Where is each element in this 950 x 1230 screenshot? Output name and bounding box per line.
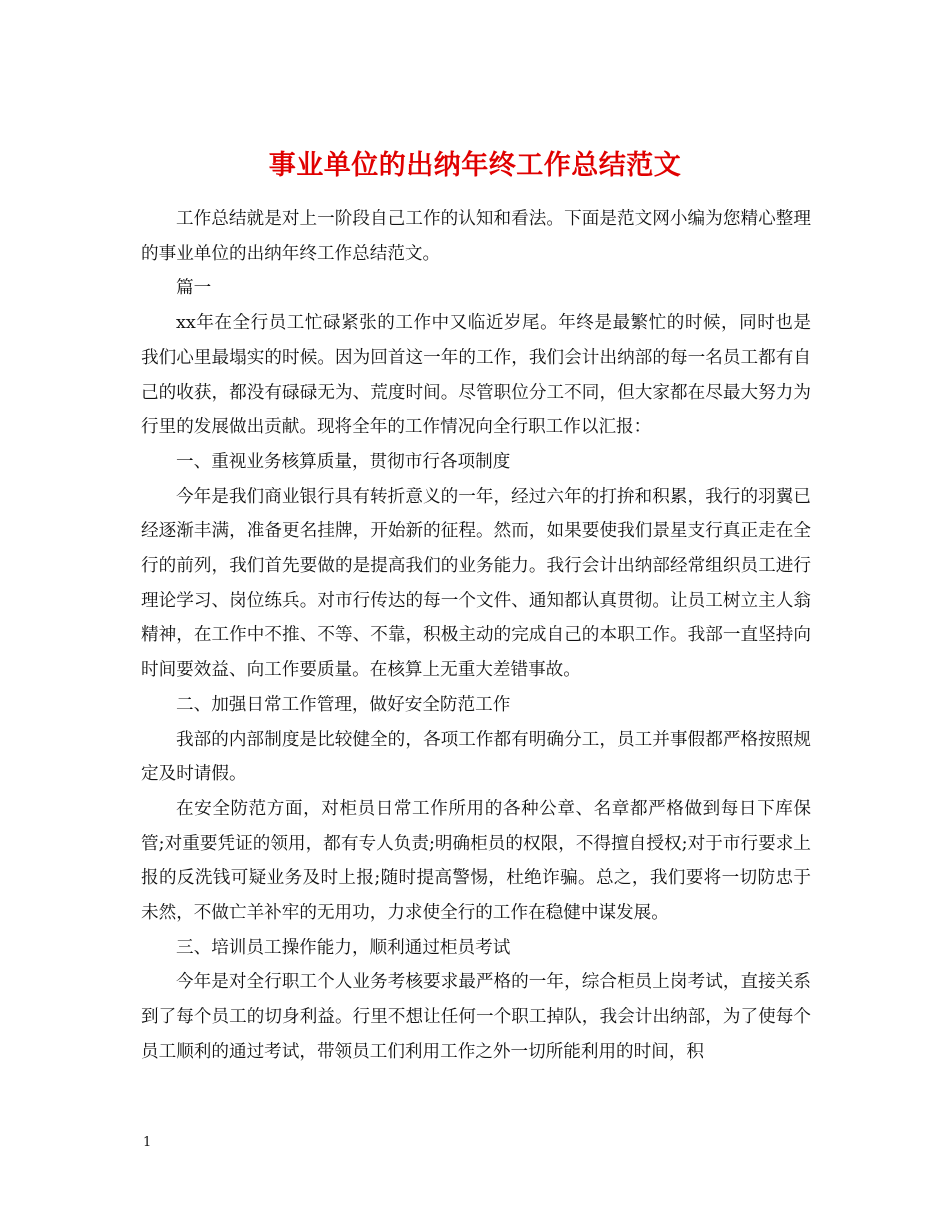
document-body [141, 202, 811, 1070]
intro-paragraph: 工作总结就是对上一阶段自己工作的认知和看法。下面是范文网小编为您精心整理的事业单位的出纳年终工作总结范文。 [141, 209, 811, 264]
section-heading: 三、培训员工操作能力，顺利通过柜员考试 [176, 937, 511, 958]
body-paragraph: 在安全防范方面，对柜员日常工作所用的各种公章、名章都严格做到每日下库保管;对重要凭证的领用，都有专人负责;明确柜员的权限，不得擅自授权;对于市行要求上报的反洗钱可疑业务及时上报;随时提高警惕，杜绝诈骗。总之，我们要将一切防忠于未然，不做亡羊补牢的无用功，力求使全行的工作在稳健中谋发展。 [141, 798, 811, 924]
page-number: 1 [143, 1135, 152, 1150]
section-heading: 一、重视业务核算质量，贯彻市行各项制度 [176, 451, 511, 472]
body-paragraph: 我部的内部制度是比较健全的，各项工作都有明确分工，员工并事假都严格按照规定及时请假。 [141, 729, 811, 785]
document-title: 事业单位的出纳年终工作总结范文 [268, 150, 682, 182]
section-heading: 二、加强日常工作管理，做好安全防范工作 [176, 694, 511, 715]
body-paragraph: 今年是我们商业银行具有转折意义的一年，经过六年的打拚和积累，我行的羽翼已经逐渐丰满，准备更名挂牌，开始新的征程。然而，如果要使我们景星支行真正走在全行的前列，我们首先要做的是提高我们的业务能力。我行会计出纳部经常组织员工进行理论学习、岗位练兵。对市行传达的每一个文件、通知都认真贯彻。让员工树立主人翁精神，在工作中不推、不等、不靠，积极主动的完成自己的本职工作。我部一直坚持向时间要效益、向工作要质量。在核算上无重大差错事故。 [141, 486, 811, 681]
body-paragraph: xx年在全行员工忙碌紧张的工作中又临近岁尾。年终是最繁忙的时候，同时也是我们心里最塌实的时候。因为回首这一年的工作，我们会计出纳部的每一名员工都有自己的收获，都没有碌碌无为、荒度时间。尽管职位分工不同，但大家都在尽最大努力为行里的发展做出贡献。现将全年的工作情况向全行职工作以汇报： [141, 313, 811, 438]
section-label: 篇一 [176, 278, 212, 299]
body-paragraph: 今年是对全行职工个人业务考核要求最严格的一年，综合柜员上岗考试，直接关系到了每个员工的切身利益。行里不想让任何一个职工掉队，我会计出纳部，为了使每个员工顺利的通过考试，带领员工们利用工作之外一切所能利用的时间，积 [141, 972, 811, 1062]
